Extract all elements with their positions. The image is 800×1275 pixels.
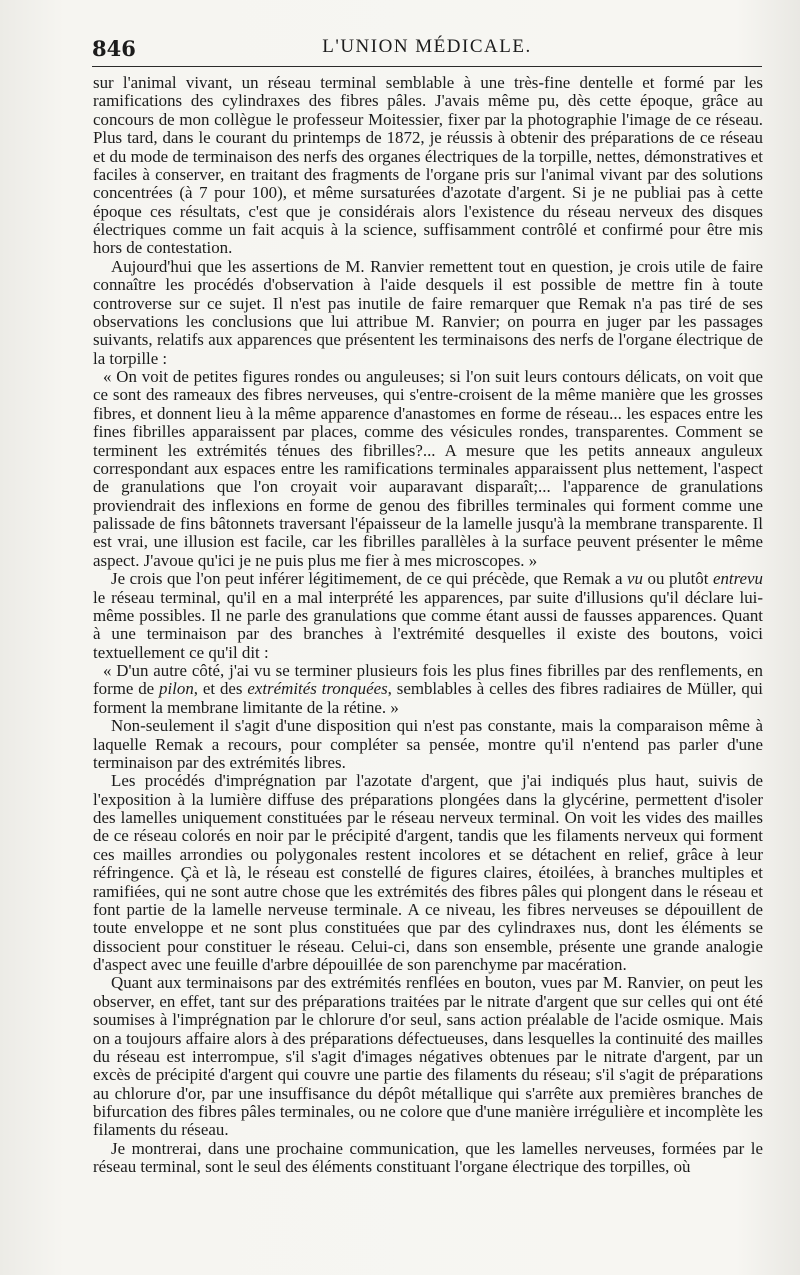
paragraph-4: Je crois que l'on peut inférer légitimement, de ce qui précède, que Remak a vu ou plutôt entrevu le réseau terminal, qu'il en a mal interprété les apparences, par suite d'illusions qu'il déclare lui-même possibles. Il ne parle des granulations que comme étant aussi de fausses apparences. Quant à une terminaison par des branches à l'extrémité desquelles il existe des boutons, voici textuellement ce qu'il dit :: [93, 569, 763, 662]
journal-title: L'UNION MÉDICALE.: [322, 36, 532, 57]
paragraph-6: Non-seulement il s'agit d'une disposition qui n'est pas constante, mais la comparaison même à laquelle Remak a recours, pour compléter sa pensée, montre qu'il n'entend pas parler d'une terminaison par des extrémités libres.: [93, 716, 763, 772]
article-body: [93, 74, 763, 1177]
quote-remak-1: « On voit de petites figures rondes ou anguleuses; si l'on suit leurs contours délicats, on voit que ce sont des rameaux des fibres nerveuses, qui s'entre-croisent de la même manière que les grosses fibres, et donnent lieu à la même apparence d'anastomes en forme de réseau... les espaces entre les fines fibrilles apparaissent par places, comme des vésicules rondes, transparentes. Comment se terminent les extrémités ténues des fibrilles?... A mesure que les petits anneaux anguleux correspondant aux espaces entre les ramifications terminales apparaissent plus nettement, l'aspect de granulations que l'on croyait voir auparavant disparaît;... l'apparence de granulations proviendrait des inflexions en forme de genou des fibrilles terminales qui forment comme une palissade de fins bâtonnets traversant l'épaisseur de la lamelle jusqu'à la membrane transparente. Il est vrai, une illusion est facile, car les fibrilles parallèles à la surface peuvent présenter le même aspect. J'avoue qu'ici je ne puis plus me fier à mes microscopes. »: [93, 367, 763, 570]
paragraph-9: Je montrerai, dans une prochaine communication, que les lamelles nerveuses, formées par le réseau terminal, sont le seul des éléments constituant l'organe électrique des torpilles, où: [93, 1138, 763, 1177]
paragraph-2: Aujourd'hui que les assertions de M. Ranvier remettent tout en question, je crois utile de faire connaître les procédés d'observation à l'aide desquels il est possible de mettre fin à toute controverse sur ce sujet. Il n'est pas inutile de faire remarquer que Remak n'a pas tiré de ses observations les conclusions que lui attribue M. Ranvier; on pourra en juger par les passages suivants, relatifs aux apparences que présentent les terminaisons des nerfs de l'organe électrique de la torpille :: [93, 256, 763, 368]
page-number: 846: [92, 36, 136, 61]
header-rule: [92, 66, 762, 67]
emphasis-pilon: pilon: [159, 679, 194, 699]
emphasis-vu: vu: [627, 569, 643, 589]
paragraph-7: Les procédés d'imprégnation par l'azotate d'argent, que j'ai indiqués plus haut, suivis de l'exposition à la lumière diffuse des préparations plongées dans la glycérine, permettent d'isoler des lamelles uniquement constituées par le réseau nerveux terminal. On voit les vides des mailles de ce réseau colorés en noir par le précipité d'argent, tandis que les filaments nerveux qui forment ces mailles arrondies ou polygonales restent incolores et se détachent en relief, grâce à leur réfringence. Çà et là, le réseau est constellé de figures claires, étoilées, à branches multiples et ramifiées, qui ne sont autre chose que les extrémités des fibres pâles qui plongent dans le réseau et font partie de la lamelle nerveuse terminale. A ce niveau, les fibres nerveuses se dépouillent de toute enveloppe et ne sont plus constituées que par des cylindraxes nus, dont les éléments se dissocient pour constituer le réseau. Celui-ci, dans son ensemble, présente une grande analogie d'aspect avec une feuille d'arbre dépouillée de son parenchyme par macération.: [93, 771, 763, 974]
paragraph-8: Quant aux terminaisons par des extrémités renflées en bouton, vues par M. Ranvier, on peut les observer, en effet, tant sur des préparations traitées par le nitrate d'argent que sur celles qui ont été soumises à l'imprégnation par le chlorure d'or seul, sans action préalable de l'acide osmique. Mais on a toujours affaire alors à des préparations défectueuses, dans lesquelles la continuité des mailles du réseau est interrompue, s'il s'agit d'images négatives obtenues par le nitrate d'argent, par un excès de précipité d'argent qui couvre une partie des filaments du réseau; s'il s'agit de préparations au chlorure d'or, par une insuffisance du dépôt métallique qui s'arrête aux premières branches de bifurcation des fibres pâles terminales, ou ne colore que d'une manière irrégulière et incomplète les filaments du réseau.: [93, 973, 763, 1140]
emphasis-entrevu: entrevu: [712, 569, 763, 589]
running-head: [92, 36, 762, 66]
paragraph-1: sur l'animal vivant, un réseau terminal semblable à une très-fine dentelle et formé par les ramifications des cylindraxes des fibres pâles. J'avais même pu, dès cette époque, grâce au concours de mon collègue le professeur Moitessier, fixer par la photographie l'image de ce réseau. Plus tard, dans le courant du printemps de 1872, je réussis à obtenir des préparations de ce réseau et du mode de terminaison des nerfs des organes électriques de la torpille, nettes, démonstratives et faciles à conserver, en traitant des fragments de l'organe pris sur l'animal vivant par des solutions concentrées (à 7 pour 100), et même sursaturées d'azotate d'argent. Si je ne publiai pas à cette époque ces résultats, c'est que je considérais alors l'existence du réseau nerveux des disques électriques comme un fait acquis à la science, suffisamment contrôlé et confirmé pour être mis hors de contestation.: [93, 73, 763, 258]
quote-remak-2: « D'un autre côté, j'ai vu se terminer plusieurs fois les plus fines fibrilles par des renflements, en forme de pilon, et des extrémités tronquées, semblables à celles des fibres radiaires de Müller, qui forment la membrane limitante de la rétine. »: [93, 661, 763, 717]
emphasis-extremites: extrémités tronquées: [247, 679, 388, 699]
